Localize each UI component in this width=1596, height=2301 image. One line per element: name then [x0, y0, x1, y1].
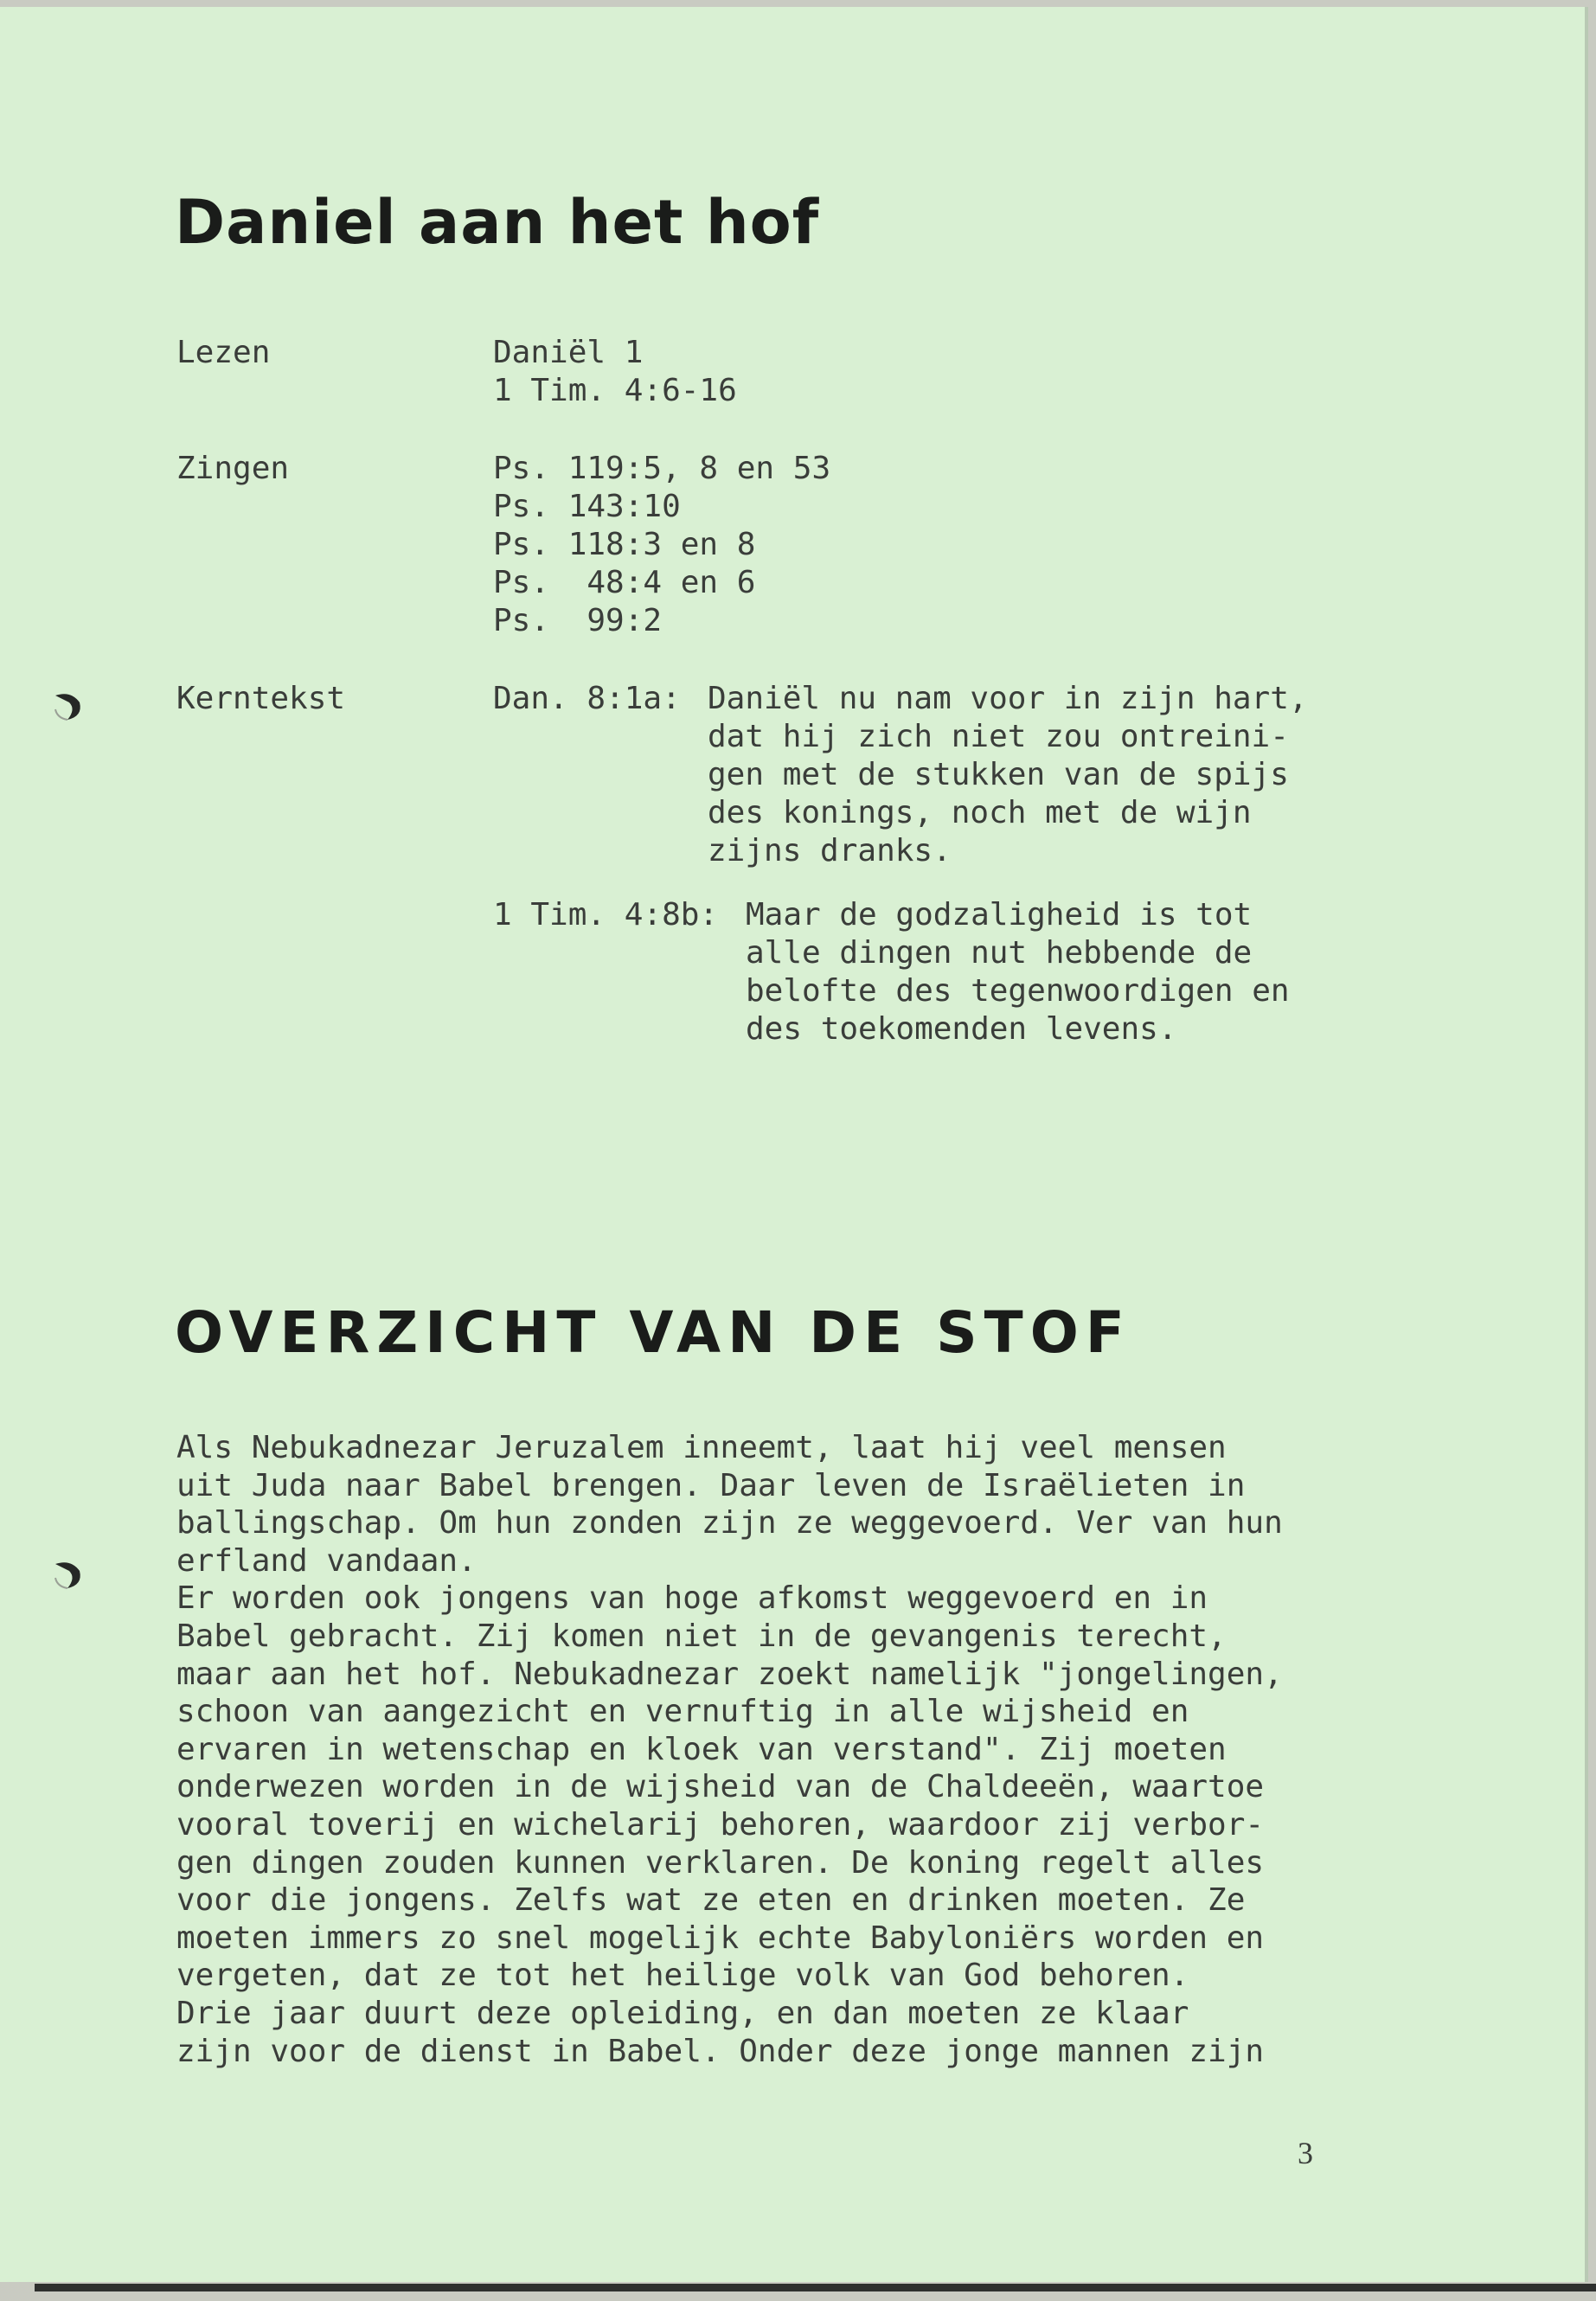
body-line: onderwezen worden in de wijsheid van de Chaldeeën, waartoe [176, 1769, 1265, 1805]
zingen-label: Zingen [176, 451, 290, 486]
kerntekst-ref: 1 Tim. 4:8b: [493, 897, 719, 933]
kerntekst-ref: Dan. 8:1a: [493, 681, 681, 716]
page-title: Daniel aan het hof [175, 187, 820, 258]
body-line: uit Juda naar Babel brengen. Daar leven de Israëlieten in [176, 1467, 1246, 1503]
body-line: vooral toverij en wichelarij behoren, waardoor zij verbor- [176, 1806, 1265, 1843]
punch-hole-icon [50, 1559, 85, 1592]
lezen-ref: 1 Tim. 4:6-16 [493, 373, 737, 408]
body-line: Als Nebukadnezar Jeruzalem inneemt, laat hij veel mensen [176, 1430, 1227, 1465]
zingen-ref: Ps. 118:3 en 8 [493, 527, 756, 562]
quote-line: des toekomenden levens. [746, 1011, 1177, 1047]
body-line: ervaren in wetenschap en kloek van verstand". Zij moeten [176, 1731, 1227, 1767]
zingen-ref: Ps. 143:10 [493, 489, 681, 524]
body-line: ballingschap. Om hun zonden zijn ze weggevoerd. Ver van hun [176, 1505, 1283, 1541]
body-paragraph [176, 1429, 1283, 2070]
kerntekst-quote [746, 896, 1290, 1048]
body-line: gen dingen zouden kunnen verklaren. De koning regelt alles [176, 1844, 1265, 1881]
body-line: Er worden ook jongens van hoge afkomst weggevoerd en in [176, 1580, 1208, 1617]
punch-hole-icon [50, 690, 85, 723]
quote-line: Maar de godzaligheid is tot [746, 897, 1253, 933]
quote-line: zijns dranks. [708, 833, 952, 868]
zingen-refs [493, 450, 830, 640]
quote-line: des konings, noch met de wijn [708, 795, 1252, 830]
zingen-ref: Ps. 119:5, 8 en 53 [493, 451, 831, 486]
page-number: 3 [1298, 2136, 1313, 2170]
body-line: erfland vandaan. [176, 1542, 477, 1579]
quote-line: dat hij zich niet zou ontreini- [708, 719, 1289, 754]
kerntekst-quote [708, 680, 1308, 870]
page-edge-rule [35, 2284, 1596, 2291]
kerntekst-label: Kerntekst [176, 681, 346, 716]
body-line: maar aan het hof. Nebukadnezar zoekt namelijk "jongelingen, [176, 1656, 1283, 1692]
quote-line: belofte des tegenwoordigen en [746, 973, 1290, 1009]
quote-line: alle dingen nut hebbende de [746, 935, 1253, 971]
zingen-ref: Ps. 48:4 en 6 [493, 565, 756, 600]
body-line: Babel gebracht. Zij komen niet in de gevangenis terecht, [176, 1618, 1227, 1654]
quote-line: gen met de stukken van de spijs [708, 757, 1289, 792]
section-heading: OVERZICHT VAN DE STOF [175, 1299, 1131, 1366]
body-line: schoon van aangezicht en vernuftig in alle wijsheid en [176, 1694, 1189, 1730]
zingen-ref: Ps. 99:2 [493, 603, 663, 638]
lezen-label: Lezen [176, 335, 271, 370]
body-line: zijn voor de dienst in Babel. Onder deze jonge mannen zijn [176, 2033, 1265, 2069]
quote-line: Daniël nu nam voor in zijn hart, [708, 681, 1308, 716]
lezen-refs [493, 334, 737, 410]
lezen-ref: Daniël 1 [493, 335, 644, 370]
body-line: voor die jongens. Zelfs wat ze eten en drinken moeten. Ze [176, 1882, 1246, 1919]
body-line: Drie jaar duurt deze opleiding, en dan moeten ze klaar [176, 1995, 1189, 2031]
body-line: vergeten, dat ze tot het heilige volk van God behoren. [176, 1958, 1189, 1994]
body-line: moeten immers zo snel mogelijk echte Babyloniërs worden en [176, 1920, 1265, 1956]
